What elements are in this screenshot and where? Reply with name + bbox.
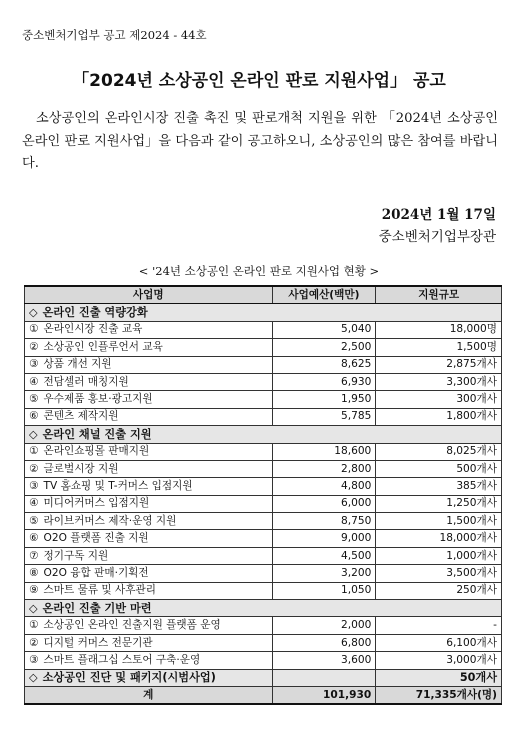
budget-cell: 8,625: [272, 356, 376, 373]
budget-cell: 2,500: [272, 339, 376, 356]
program-name: 콘텐츠 제작지원: [43, 410, 119, 423]
table-row: [25, 582, 502, 599]
scale-cell: 300개사: [376, 391, 502, 408]
table-row: [25, 460, 502, 477]
budget-cell: 6,930: [272, 373, 376, 390]
budget-cell: 1,050: [272, 582, 376, 599]
program-name: 우수제품 홍보·광고지원: [43, 393, 153, 406]
program-name: O2O 융합 판매·기획전: [43, 566, 149, 579]
section-title: 온라인 진출 기반 마련: [42, 601, 152, 615]
scale-cell: 1,250개사: [376, 495, 502, 512]
budget-cell: 6,000: [272, 495, 376, 512]
budget-cell: 5,040: [272, 321, 376, 338]
total-row: [25, 686, 502, 704]
budget-cell: 8,750: [272, 513, 376, 530]
section-title-cell: [25, 304, 502, 321]
table-row: [25, 391, 502, 408]
table-row: [25, 617, 502, 634]
budget-cell: 2,000: [272, 617, 376, 634]
section-title: 온라인 진출 역량강화: [42, 306, 148, 320]
program-name: 소상공인 인플루언서 교육: [43, 340, 163, 353]
scale-cell: 18,000개사: [376, 530, 502, 547]
program-name: 전담셀러 매칭지원: [43, 375, 129, 388]
budget-cell: 1,950: [272, 391, 376, 408]
section-title: 온라인 채널 진출 지원: [42, 427, 152, 441]
section-mark: ◇: [29, 601, 38, 615]
program-name: 온라인쇼핑몰 판매지원: [43, 445, 150, 458]
item-number: ③: [29, 653, 39, 666]
scale-cell: 1,000개사: [376, 547, 502, 564]
section-mark: ◇: [29, 306, 38, 320]
total-budget: 101,930: [272, 686, 376, 704]
program-name-cell: [25, 460, 273, 477]
program-name-cell: [25, 478, 273, 495]
item-number: ①: [29, 619, 39, 632]
section-title-cell: [25, 600, 502, 617]
item-number: ⑧: [29, 566, 39, 579]
program-name-cell: [25, 547, 273, 564]
document-number: 중소벤처기업부 공고 제2024 - 44호: [22, 28, 207, 42]
item-number: ⑥: [29, 410, 39, 423]
budget-cell: 4,800: [272, 478, 376, 495]
item-number: ⑨: [29, 584, 39, 597]
item-number: ③: [29, 358, 39, 371]
program-name-cell: [25, 513, 273, 530]
program-name-cell: [25, 391, 273, 408]
header-scale: 지원규모: [376, 286, 502, 304]
program-name: 라이브커머스 제작·운영 지원: [43, 514, 177, 527]
program-name: 스마트 플래그십 스토어 구축·운영: [43, 653, 201, 666]
program-name-cell: [25, 634, 273, 651]
table-row: [25, 513, 502, 530]
item-number: ⑦: [29, 549, 39, 562]
total-scale: 71,335개사(명): [376, 686, 502, 704]
scale-cell: 500개사: [376, 460, 502, 477]
pilot-program-row: [25, 669, 502, 686]
program-name: 디지털 커머스 전문기관: [43, 636, 153, 649]
scale-cell: 18,000명: [376, 321, 502, 338]
budget-cell: [272, 669, 376, 686]
issuing-organization: 중소벤처기업부장관: [378, 229, 496, 245]
table-header-row: [25, 286, 502, 304]
program-name-cell: [25, 530, 273, 547]
table-row: [25, 408, 502, 425]
scale-cell: 8,025개사: [376, 443, 502, 460]
program-status-table: [24, 285, 502, 705]
program-name-cell: [25, 373, 273, 390]
table-row: [25, 356, 502, 373]
section-row: [25, 304, 502, 321]
scale-cell: 1,500명: [376, 339, 502, 356]
program-name: O2O 플랫폼 진출 지원: [43, 532, 149, 545]
total-label: 계: [25, 686, 273, 704]
program-name: 미디어커머스 입점지원: [43, 497, 150, 510]
budget-cell: 2,800: [272, 460, 376, 477]
table-row: [25, 339, 502, 356]
budget-cell: 5,785: [272, 408, 376, 425]
table-body: [25, 304, 502, 704]
section-row: [25, 426, 502, 443]
item-number: ③: [29, 479, 39, 492]
scale-cell: 250개사: [376, 582, 502, 599]
scale-cell: 3,000개사: [376, 652, 502, 669]
item-number: ①: [29, 323, 39, 336]
table-row: [25, 565, 502, 582]
scale-cell: 2,875개사: [376, 356, 502, 373]
scale-cell: 1,500개사: [376, 513, 502, 530]
item-number: ②: [29, 340, 39, 353]
budget-cell: 3,200: [272, 565, 376, 582]
item-number: ⑤: [29, 514, 39, 527]
table-row: [25, 652, 502, 669]
pilot-program-name-cell: [25, 669, 273, 686]
announcement-date: 2024년 1월 17일: [381, 207, 496, 223]
table-row: [25, 478, 502, 495]
program-name: 스마트 물류 및 사후관리: [43, 584, 156, 597]
program-name: TV 홈쇼핑 및 T-커머스 입점지원: [43, 479, 193, 492]
scale-cell: 1,800개사: [376, 408, 502, 425]
table-row: [25, 547, 502, 564]
program-name: 상품 개선 지원: [43, 358, 112, 371]
table-row: [25, 634, 502, 651]
budget-cell: 4,500: [272, 547, 376, 564]
table-row: [25, 530, 502, 547]
item-number: ②: [29, 462, 39, 475]
program-name: 정기구독 지원: [43, 549, 109, 562]
table-caption: < '24년 소상공인 온라인 판로 지원사업 현황 >: [138, 264, 380, 278]
program-name: 온라인시장 진출 교육: [43, 323, 143, 336]
program-name: 소상공인 온라인 진출지원 플랫폼 운영: [43, 619, 221, 632]
scale-cell: 385개사: [376, 478, 502, 495]
table-row: [25, 443, 502, 460]
scale-cell: 50개사: [376, 669, 502, 686]
item-number: ②: [29, 636, 39, 649]
program-name-cell: [25, 617, 273, 634]
table-row: [25, 321, 502, 338]
section-mark: ◇: [29, 671, 38, 685]
program-name-cell: [25, 652, 273, 669]
scale-cell: 3,300개사: [376, 373, 502, 390]
budget-cell: 3,600: [272, 652, 376, 669]
program-name-cell: [25, 356, 273, 373]
item-number: ④: [29, 497, 39, 510]
item-number: ⑥: [29, 532, 39, 545]
announcement-title: 「2024년 소상공인 온라인 판로 지원사업」 공고: [72, 71, 446, 91]
program-name-cell: [25, 408, 273, 425]
scale-cell: 6,100개사: [376, 634, 502, 651]
program-name: 글로벌시장 지원: [43, 462, 119, 475]
item-number: ⑤: [29, 393, 39, 406]
intro-paragraph: 소상공인의 온라인시장 진출 촉진 및 판로개척 지원을 위한 「2024년 소상공인 온라인 판로 지원사업」을 다음과 같이 공고하오니, 소상공인의 많은 참여를 바랍니다.: [22, 111, 498, 171]
budget-cell: 18,600: [272, 443, 376, 460]
section-title-cell: [25, 426, 502, 443]
header-program-name: 사업명: [25, 286, 273, 304]
item-number: ①: [29, 445, 39, 458]
section-row: [25, 600, 502, 617]
pilot-program-title: 소상공인 진단 및 패키지(시범사업): [42, 671, 216, 685]
program-name-cell: [25, 565, 273, 582]
section-mark: ◇: [29, 427, 38, 441]
header-budget: 사업예산(백만): [272, 286, 376, 304]
item-number: ④: [29, 375, 39, 388]
scale-cell: 3,500개사: [376, 565, 502, 582]
program-name-cell: [25, 443, 273, 460]
table-row: [25, 373, 502, 390]
program-name-cell: [25, 495, 273, 512]
budget-cell: 6,800: [272, 634, 376, 651]
scale-cell: -: [376, 617, 502, 634]
budget-cell: 9,000: [272, 530, 376, 547]
program-name-cell: [25, 339, 273, 356]
table-row: [25, 495, 502, 512]
program-name-cell: [25, 582, 273, 599]
program-name-cell: [25, 321, 273, 338]
